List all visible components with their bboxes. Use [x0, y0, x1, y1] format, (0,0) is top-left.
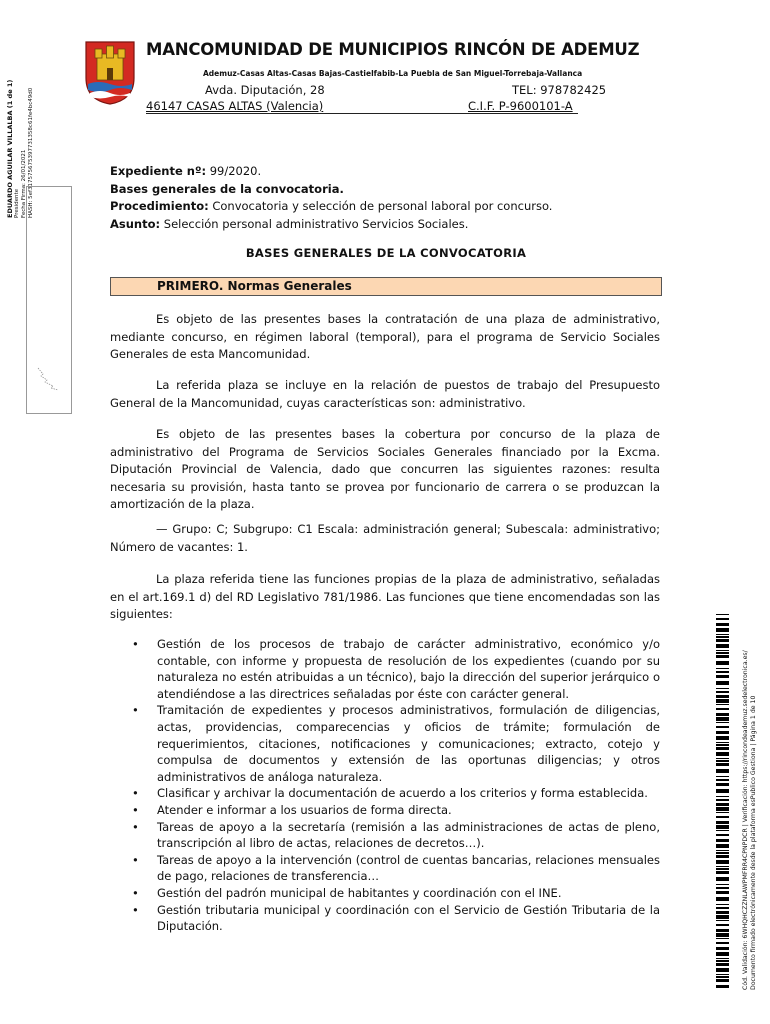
barcode-bar — [716, 623, 729, 626]
member-municipalities: Ademuz-Casas Altas-Casas Bajas-Castielfabib-La Puebla de San Miguel-Torrebaja-Vallanca — [203, 69, 583, 78]
barcode-bar — [716, 708, 729, 710]
list-item: • Gestión del padrón municipal de habitantes y coordinación con el INE. — [132, 885, 562, 900]
barcode-bar — [716, 968, 729, 972]
barcode-bar — [716, 618, 729, 620]
barcode-bar — [716, 920, 729, 921]
barcode-bar — [716, 717, 729, 721]
barcode-bar — [716, 855, 729, 858]
barcode-bar — [716, 671, 729, 673]
barcode-bar — [716, 760, 729, 762]
barcode-bar — [716, 779, 729, 781]
barcode-bar — [716, 769, 729, 773]
barcode-bar — [716, 695, 729, 698]
barcode-bar — [716, 789, 729, 793]
barcode-bar — [716, 614, 729, 615]
barcode-bar — [716, 731, 729, 734]
barcode-bar — [716, 877, 729, 881]
barcode-bar — [716, 747, 729, 750]
barcode-bar — [716, 839, 729, 842]
barcode-bar — [716, 655, 729, 658]
barcode-bar — [716, 942, 729, 944]
barcode-bar — [716, 752, 729, 756]
organization-title: MANCOMUNIDAD DE MUNICIPIOS RINCÓN DE ADEMUZ — [146, 40, 640, 59]
header-divider — [146, 113, 578, 114]
functions-list — [110, 636, 660, 935]
list-item: • Gestión de los procesos de trabajo de carácter administrativo, económico y/o contable, con informe y propuesta de resolución de los expedientes (cuando por su naturaleza no estén atribuidas a un técnico), bajo la dirección del superior jerárquico o atendiéndose a las directrices señaladas por éste con carácter general. — [132, 637, 660, 701]
barcode-bar — [716, 722, 729, 723]
barcode-bar — [716, 763, 729, 766]
paragraph-4: — Grupo: C; Subgrupo: C1 Escala: administración general; Subescala: administrativo; Número de vacantes: 1. — [110, 522, 660, 554]
list-item: • Clasificar y archivar la documentación de acuerdo a los criterios y forma establecida. — [132, 786, 648, 801]
barcode-bar — [716, 852, 729, 854]
barcode-bar — [716, 884, 729, 885]
barcode-bar — [716, 783, 729, 786]
barcode-bar — [716, 681, 729, 685]
barcode-bar — [716, 803, 729, 806]
barcode-bar — [716, 960, 729, 962]
csv-verification — [742, 650, 758, 990]
barcode-bar — [716, 871, 729, 874]
barcode-bar — [716, 758, 729, 759]
barcode-bar — [716, 636, 729, 638]
barcode-bar — [716, 933, 729, 937]
barcode-bar — [716, 974, 729, 975]
barcode-bar — [716, 929, 729, 932]
barcode-bar — [716, 830, 729, 831]
barcode-bar — [716, 704, 729, 705]
list-item: • Gestión tributaria municipal y coordinación con el Servicio de Gestión Tributaria de la Diputación. — [132, 902, 660, 934]
barcode-bar — [716, 976, 729, 978]
barcode-bar — [716, 688, 729, 689]
paragraph-1: Es objeto de las presentes bases la contratación de una plaza de administrativo, mediante concurso, en régimen laboral (temporal), para el programa de Servicio Sociales Generales de esta Mancomunidad. — [110, 312, 660, 361]
barcode-bar — [716, 938, 729, 939]
barcode-bar — [716, 825, 729, 829]
list-item: • Atender e informar a los usuarios de forma directa. — [132, 802, 452, 817]
csv-code: Cód. Validación: 6WHQHCZZNLAWPMFRR4CPNPDCR | Verificación: https://rincondeademuz.sedelectronica.es/ — [742, 650, 749, 990]
signer-name: EDUARDO AGUILAR VILLALBA (1 de 1) — [6, 79, 14, 218]
barcode-bar — [716, 860, 729, 864]
list-item: • Tareas de apoyo a la intervención (control de cuentas bancarias, relaciones mensuales de pago, relaciones de transferencia… — [132, 852, 660, 884]
city: 46147 CASAS ALTAS (Valencia) — [146, 99, 324, 113]
barcode-bar — [716, 911, 729, 914]
barcode-bar — [716, 812, 729, 813]
barcode-bar — [716, 736, 729, 740]
barcode-icon — [716, 614, 729, 988]
barcode-bar — [716, 963, 729, 966]
barcode-bar — [716, 915, 729, 919]
barcode-bar — [716, 866, 729, 867]
barcode-bar — [716, 907, 729, 909]
phone: TEL: 978782425 — [512, 83, 607, 97]
barcode-bar — [716, 904, 729, 905]
barcode-bar — [716, 776, 729, 777]
barcode-bar — [716, 699, 729, 703]
section-heading-box — [110, 277, 662, 296]
barcode-bar — [716, 816, 729, 818]
expediente-block: Expediente nº: 99/2020. Bases generales de la convocatoria. Procedimiento: Convocatoria y selección de personal laboral por concurso. Asunto: Selección personal administrativo Servicios Sociales. — [110, 164, 553, 231]
address: Avda. Diputación, 28 — [205, 83, 325, 97]
barcode-bar — [716, 652, 729, 654]
barcode-bar — [716, 897, 729, 901]
list-item: • Tramitación de expedientes y procesos administrativos, formulación de diligencias, actas, providencias, comparecencias y oficios de trámite; formulación de requerimientos, citaciones, notificaciones y comunicaciones; extracto, cotejo y compulsa de documentos y extensión de las oportunas diligencias; y otros administrativos de análoga naturaleza. — [132, 703, 660, 784]
municipal-crest-logo — [84, 40, 136, 106]
barcode-bar — [716, 661, 729, 665]
barcode-bar — [716, 634, 729, 635]
barcode-bar — [716, 650, 729, 651]
paragraph-2: La referida plaza se incluye en la relación de puestos de trabajo del Presupuesto General de la Mancomunidad, cuyas características son: administrativo. — [110, 378, 660, 410]
barcode-bar — [716, 952, 729, 956]
barcode-bar — [716, 821, 729, 824]
barcode-bar — [716, 807, 729, 811]
barcode-bar — [716, 868, 729, 870]
barcode-bar — [716, 844, 729, 848]
barcode-bar — [716, 639, 729, 642]
barcode-bar — [716, 628, 729, 632]
signature-text — [6, 0, 35, 218]
barcode-bar — [716, 713, 729, 716]
csv-platform: Documento firmado electrónicamente desde la plataforma esPublico Gestiona | Página 1 de 10 — [750, 695, 757, 990]
barcode-bar — [716, 924, 729, 926]
barcode-bar — [716, 675, 729, 678]
paragraph-3: Es objeto de las presentes bases la cobertura por concurso de la plaza de administrativo del Programa de Servicios Sociales Generales financiado por la Excma. Diputación Provincial de Valencia, dado que concurren las siguientes razones: resulta necesaria su provisión, hasta tanto se provea por funcionario de carrera o se produzcan la amortización de la plaza. — [110, 427, 660, 511]
signature-scribble-icon — [35, 364, 61, 392]
barcode-bar — [716, 985, 729, 988]
barcode-bar — [716, 850, 729, 851]
signature-hash: HASH: 5ef317575675397731358c61fe4bc49d0 — [28, 87, 34, 218]
signature-date: Fecha Firma: 26/01/2021 — [21, 149, 27, 218]
barcode-bar — [716, 887, 729, 889]
barcode-bar — [716, 668, 729, 669]
section-title: BASES GENERALES DE LA CONVOCATORIA — [245, 246, 527, 260]
barcode-bar — [716, 958, 729, 959]
barcode-bar — [716, 644, 729, 648]
section-heading: PRIMERO. Normas Generales — [157, 279, 352, 293]
barcode-bar — [716, 891, 729, 894]
barcode-bar — [716, 947, 729, 950]
barcode-bar — [716, 796, 729, 797]
barcode-bar — [716, 691, 729, 693]
barcode-bar — [716, 979, 729, 982]
barcode-bar — [716, 726, 729, 728]
signer-role: Presidente — [14, 188, 20, 218]
barcode-bar — [716, 744, 729, 746]
paragraph-5: La plaza referida tiene las funciones propias de la plaza de administrativo, señaladas en el art.169.1 d) del RD Legislativo 781/1986. Las funciones que tiene encomendadas son las siguientes: — [110, 572, 660, 621]
barcode-bar — [716, 799, 729, 801]
barcode-bar — [716, 834, 729, 836]
barcode-bar — [716, 742, 729, 743]
cif: C.I.F. P-9600101-A — [468, 99, 573, 113]
list-item: • Tareas de apoyo a la secretaría (remisión a las administraciones de actas de pleno, transcripción al libro de actas, relaciones de decretos…). — [132, 819, 660, 851]
